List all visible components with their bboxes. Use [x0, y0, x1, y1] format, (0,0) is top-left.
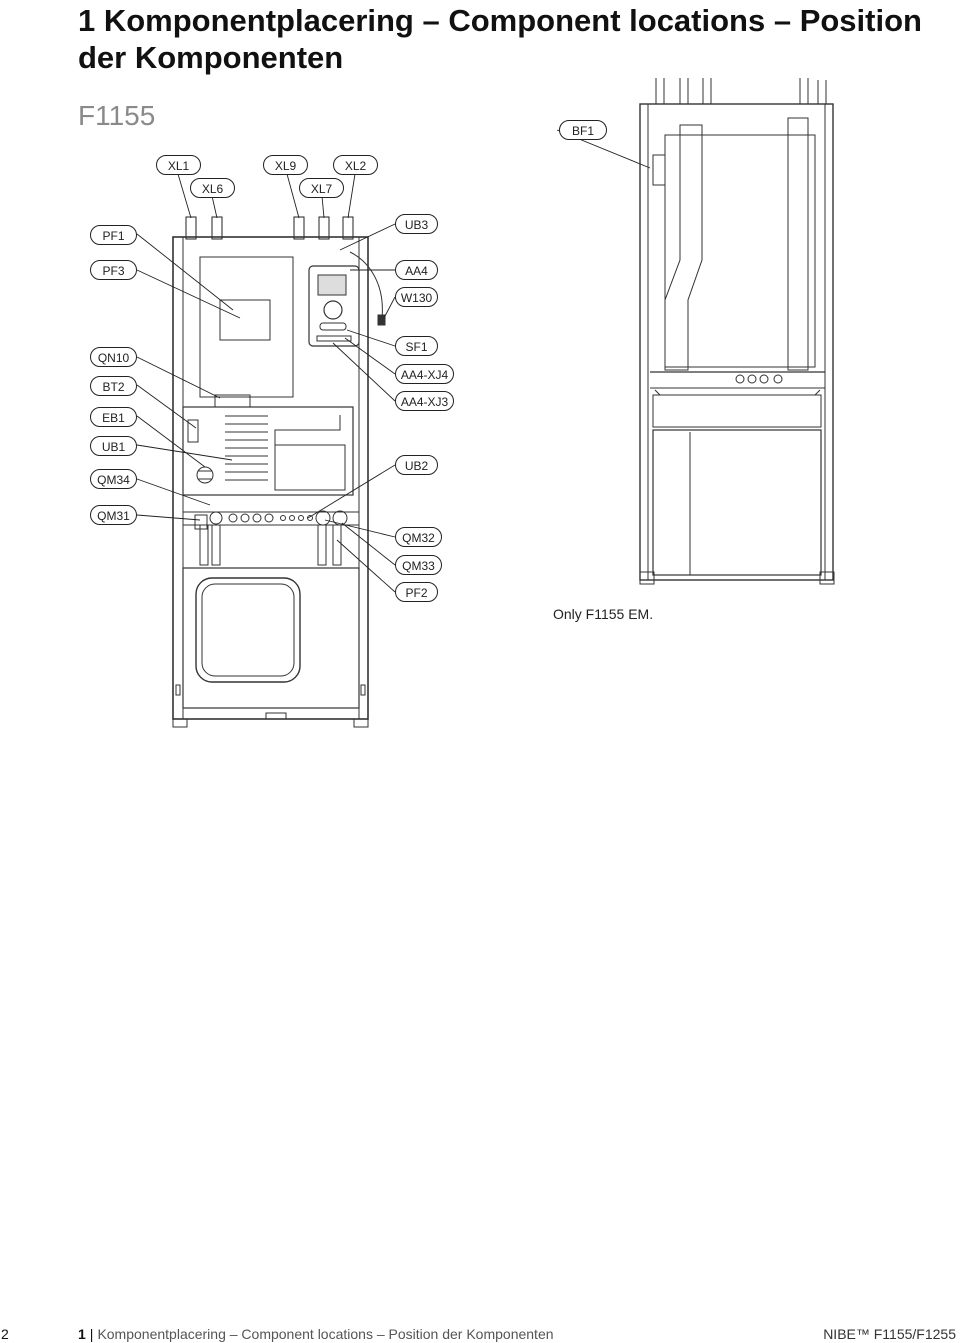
label-pf1: PF1 — [90, 225, 137, 245]
label-qn10: QN10 — [90, 347, 137, 367]
variant-note: Only F1155 EM. — [553, 606, 654, 622]
label-qm34: QM34 — [90, 469, 137, 489]
label-bf1: BF1 — [559, 120, 607, 140]
title-line-1: 1 Komponentplacering – Component locations – Position — [78, 3, 922, 38]
label-xl6: XL6 — [190, 178, 235, 198]
footer-separator: | — [89, 1326, 94, 1342]
label-ub2: UB2 — [395, 455, 438, 475]
label-xl9: XL9 — [263, 155, 308, 175]
label-xl2: XL2 — [333, 155, 378, 175]
footer-chapter-title: Komponentplacering – Component locations – Position der Komponenten — [97, 1326, 554, 1342]
page-footer — [0, 1326, 960, 1343]
label-sf1: SF1 — [395, 336, 438, 356]
main-unit-drawing — [173, 217, 385, 727]
label-qm33: QM33 — [395, 555, 442, 575]
side-unit-drawing — [640, 78, 834, 584]
label-eb1: EB1 — [90, 407, 137, 427]
label-qm31: QM31 — [90, 505, 137, 525]
label-qm32: QM32 — [395, 527, 442, 547]
label-pf2: PF2 — [395, 582, 438, 602]
footer-chapter — [78, 1326, 554, 1342]
footer-chapter-number: 1 — [78, 1326, 86, 1342]
label-xl7: XL7 — [299, 178, 344, 198]
page-number: 2 — [1, 1326, 9, 1342]
label-xl1: XL1 — [156, 155, 201, 175]
footer-brand: NIBE™ F1155/F1255 — [823, 1326, 956, 1342]
label-pf3: PF3 — [90, 260, 137, 280]
leader-lines — [137, 130, 650, 592]
label-w130: W130 — [395, 287, 438, 307]
label-aa4-xj4: AA4-XJ4 — [395, 364, 454, 384]
label-aa4: AA4 — [395, 260, 438, 280]
label-ub1: UB1 — [90, 436, 137, 456]
model-name: F1155 — [78, 100, 156, 131]
title-line-2: der Komponenten — [78, 40, 344, 75]
label-ub3: UB3 — [395, 214, 438, 234]
label-bt2: BT2 — [90, 376, 137, 396]
label-aa4-xj3: AA4-XJ3 — [395, 391, 454, 411]
